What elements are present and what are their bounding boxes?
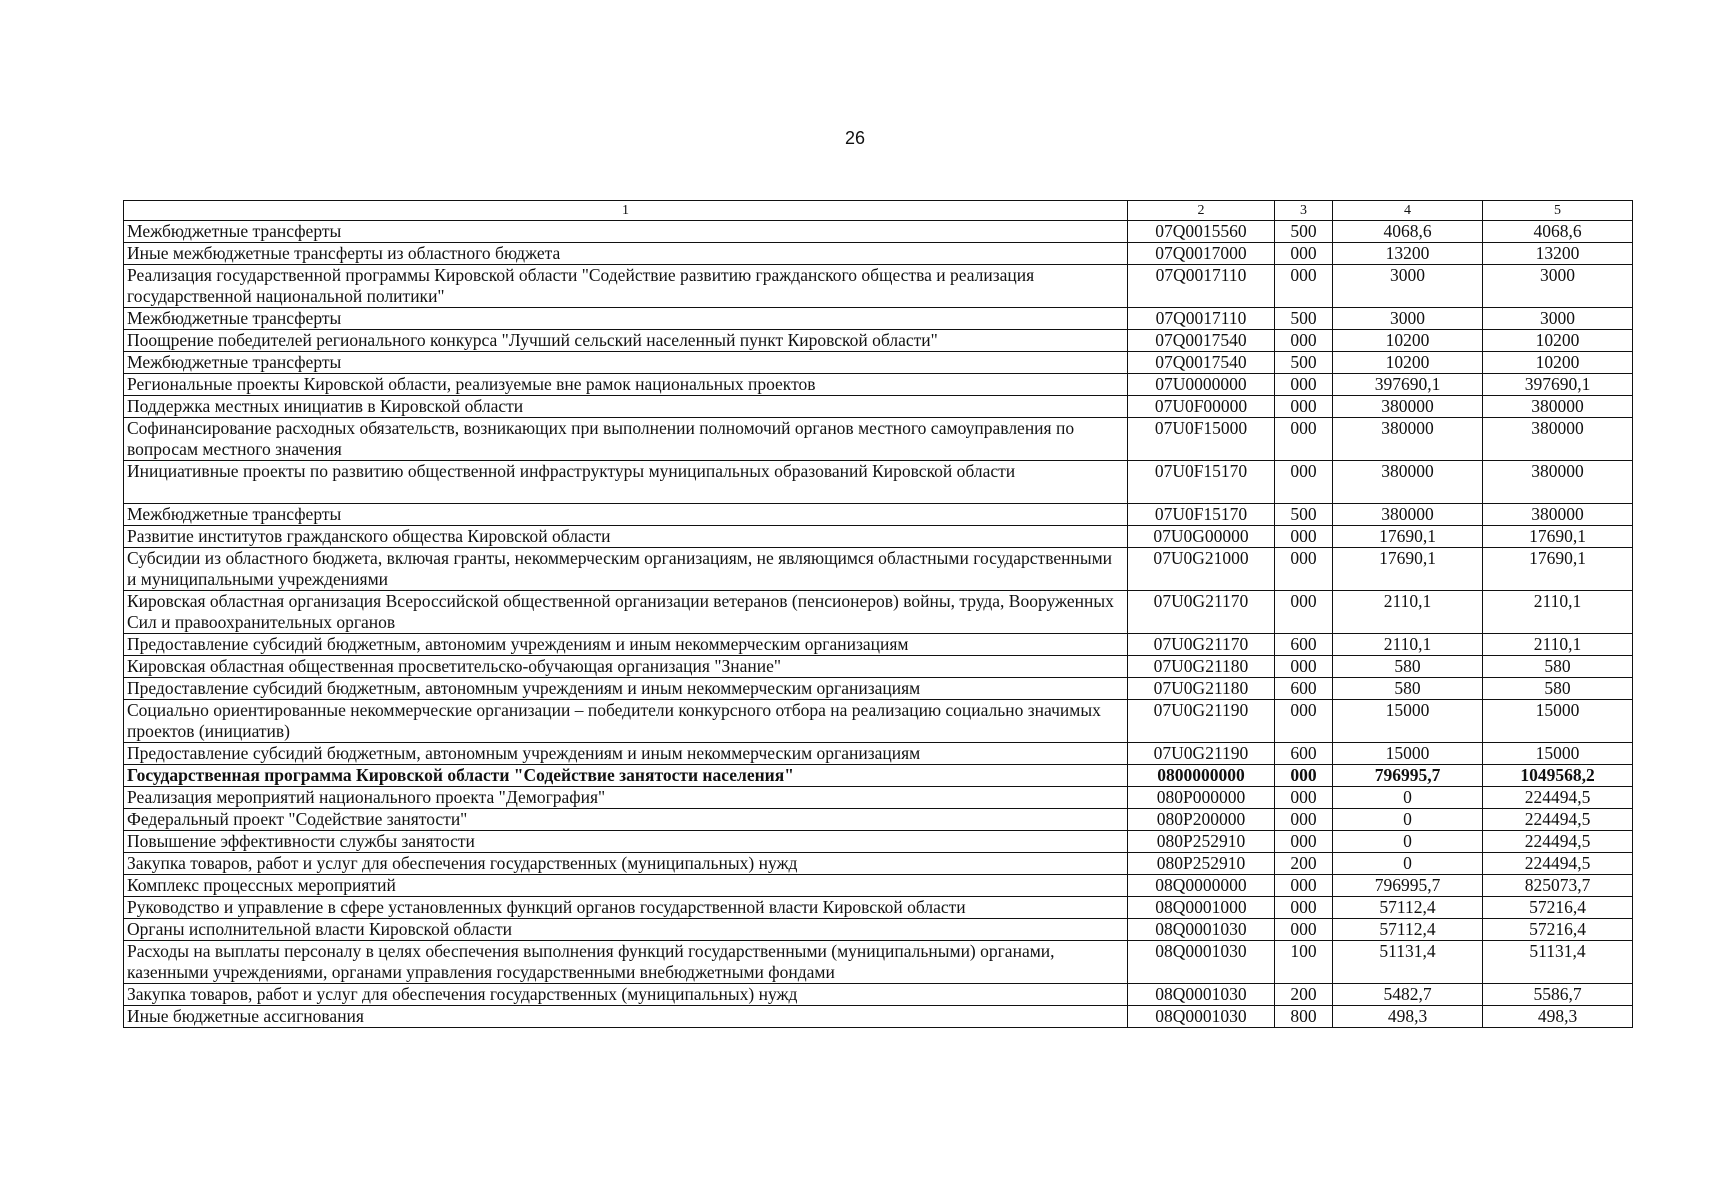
row-name-cell: Предоставление субсидий бюджетным, автономным учреждениям и иным некоммерческим организациям [124, 743, 1128, 765]
row-code-cell: 07Q0017110 [1128, 308, 1275, 330]
row-code-cell: 07Q0015560 [1128, 221, 1275, 243]
row-value-2-cell: 580 [1483, 678, 1633, 700]
row-name-cell: Руководство и управление в сфере установленных функций органов государственной власти Кировской области [124, 897, 1128, 919]
row-code-cell: 080P252910 [1128, 853, 1275, 875]
table-row [124, 374, 1633, 396]
row-value-1-cell: 17690,1 [1333, 548, 1483, 591]
row-type-cell: 200 [1275, 984, 1333, 1006]
row-type-cell: 800 [1275, 1006, 1333, 1028]
row-value-2-cell: 17690,1 [1483, 526, 1633, 548]
row-value-1-cell: 0 [1333, 853, 1483, 875]
row-value-1-cell: 796995,7 [1333, 765, 1483, 787]
row-value-1-cell: 380000 [1333, 461, 1483, 504]
row-code-cell: 08Q0000000 [1128, 875, 1275, 897]
row-name-cell: Реализация мероприятий национального проекта "Демография" [124, 787, 1128, 809]
table-row [124, 461, 1633, 504]
row-value-1-cell: 51131,4 [1333, 941, 1483, 984]
row-name-cell: Предоставление субсидий бюджетным, автономим учреждениям и иным некоммерческим организациям [124, 634, 1128, 656]
row-code-cell: 07U0G21180 [1128, 656, 1275, 678]
row-code-cell: 08Q0001030 [1128, 941, 1275, 984]
table-row [124, 941, 1633, 984]
row-code-cell: 08Q0001030 [1128, 1006, 1275, 1028]
row-type-cell: 000 [1275, 809, 1333, 831]
table-row [124, 743, 1633, 765]
row-value-2-cell: 825073,7 [1483, 875, 1633, 897]
table-row [124, 919, 1633, 941]
row-name-cell: Развитие институтов гражданского общества Кировской области [124, 526, 1128, 548]
table-row [124, 656, 1633, 678]
row-name-cell: Поощрение победителей регионального конкурса "Лучший сельский населенный пункт Кировской области" [124, 330, 1128, 352]
row-type-cell: 000 [1275, 831, 1333, 853]
row-code-cell: 07U0G21170 [1128, 634, 1275, 656]
row-code-cell: 07U0F00000 [1128, 396, 1275, 418]
row-value-1-cell: 57112,4 [1333, 897, 1483, 919]
row-value-2-cell: 380000 [1483, 396, 1633, 418]
row-value-2-cell: 580 [1483, 656, 1633, 678]
table-row [124, 897, 1633, 919]
row-value-2-cell: 3000 [1483, 308, 1633, 330]
table-row [124, 396, 1633, 418]
row-type-cell: 000 [1275, 919, 1333, 941]
row-type-cell: 000 [1275, 265, 1333, 308]
row-name-cell: Государственная программа Кировской области "Содействие занятости населения" [124, 765, 1128, 787]
row-value-1-cell: 796995,7 [1333, 875, 1483, 897]
table-row [124, 809, 1633, 831]
row-type-cell: 500 [1275, 308, 1333, 330]
row-value-1-cell: 397690,1 [1333, 374, 1483, 396]
row-value-1-cell: 13200 [1333, 243, 1483, 265]
table-row [124, 634, 1633, 656]
row-value-2-cell: 57216,4 [1483, 897, 1633, 919]
row-value-2-cell: 224494,5 [1483, 831, 1633, 853]
row-type-cell: 100 [1275, 941, 1333, 984]
column-header: 5 [1483, 201, 1633, 221]
row-value-1-cell: 0 [1333, 787, 1483, 809]
row-value-2-cell: 15000 [1483, 700, 1633, 743]
row-type-cell: 000 [1275, 787, 1333, 809]
table-row [124, 700, 1633, 743]
row-type-cell: 500 [1275, 352, 1333, 374]
row-value-2-cell: 380000 [1483, 418, 1633, 461]
row-name-cell: Расходы на выплаты персоналу в целях обеспечения выполнения функций государственными (муниципальными) органами, казенными учреждениями, органами управления государственными внебюджетными фондами [124, 941, 1128, 984]
table-row [124, 330, 1633, 352]
table-row [124, 504, 1633, 526]
row-type-cell: 500 [1275, 504, 1333, 526]
row-type-cell: 000 [1275, 700, 1333, 743]
row-type-cell: 500 [1275, 221, 1333, 243]
row-name-cell: Межбюджетные трансферты [124, 352, 1128, 374]
table-row [124, 591, 1633, 634]
row-value-1-cell: 15000 [1333, 743, 1483, 765]
row-value-1-cell: 2110,1 [1333, 591, 1483, 634]
row-value-1-cell: 380000 [1333, 418, 1483, 461]
row-value-1-cell: 3000 [1333, 308, 1483, 330]
row-value-1-cell: 57112,4 [1333, 919, 1483, 941]
table-row [124, 526, 1633, 548]
row-type-cell: 000 [1275, 656, 1333, 678]
row-name-cell: Межбюджетные трансферты [124, 221, 1128, 243]
row-name-cell: Реализация государственной программы Кировской области "Содействие развитию гражданского общества и реализация государственной национальной политики" [124, 265, 1128, 308]
budget-table [123, 200, 1633, 1028]
column-header: 2 [1128, 201, 1275, 221]
row-code-cell: 07U0000000 [1128, 374, 1275, 396]
row-value-2-cell: 51131,4 [1483, 941, 1633, 984]
row-code-cell: 07U0G21180 [1128, 678, 1275, 700]
row-value-1-cell: 380000 [1333, 504, 1483, 526]
row-code-cell: 07Q0017540 [1128, 330, 1275, 352]
row-name-cell: Предоставление субсидий бюджетным, автономным учреждениям и иным некоммерческим организациям [124, 678, 1128, 700]
row-name-cell: Закупка товаров, работ и услуг для обеспечения государственных (муниципальных) нужд [124, 984, 1128, 1006]
row-value-2-cell: 10200 [1483, 330, 1633, 352]
row-value-2-cell: 380000 [1483, 461, 1633, 504]
row-type-cell: 600 [1275, 678, 1333, 700]
row-name-cell: Федеральный проект "Содействие занятости" [124, 809, 1128, 831]
table-row [124, 831, 1633, 853]
row-value-2-cell: 1049568,2 [1483, 765, 1633, 787]
row-name-cell: Иные бюджетные ассигнования [124, 1006, 1128, 1028]
row-value-2-cell: 13200 [1483, 243, 1633, 265]
row-code-cell: 08Q0001000 [1128, 897, 1275, 919]
row-code-cell: 07U0F15170 [1128, 504, 1275, 526]
row-name-cell: Инициативные проекты по развитию общественной инфраструктуры муниципальных образований Кировской области [124, 461, 1128, 504]
row-type-cell: 000 [1275, 897, 1333, 919]
column-header: 1 [124, 201, 1128, 221]
row-name-cell: Закупка товаров, работ и услуг для обеспечения государственных (муниципальных) нужд [124, 853, 1128, 875]
row-code-cell: 07U0G00000 [1128, 526, 1275, 548]
row-value-2-cell: 380000 [1483, 504, 1633, 526]
table-row [124, 787, 1633, 809]
row-name-cell: Кировская областная организация Всероссийской общественной организации ветеранов (пенсионеров) войны, труда, Вооруженных Сил и правоохранительных органов [124, 591, 1128, 634]
table-row [124, 853, 1633, 875]
row-value-2-cell: 4068,6 [1483, 221, 1633, 243]
row-code-cell: 07U0F15170 [1128, 461, 1275, 504]
row-value-2-cell: 2110,1 [1483, 591, 1633, 634]
row-code-cell: 07Q0017110 [1128, 265, 1275, 308]
row-value-2-cell: 498,3 [1483, 1006, 1633, 1028]
row-code-cell: 07U0G21190 [1128, 743, 1275, 765]
table-row [124, 678, 1633, 700]
row-value-1-cell: 10200 [1333, 352, 1483, 374]
row-code-cell: 08Q0001030 [1128, 919, 1275, 941]
row-type-cell: 000 [1275, 374, 1333, 396]
row-value-1-cell: 3000 [1333, 265, 1483, 308]
row-code-cell: 08Q0001030 [1128, 984, 1275, 1006]
row-value-2-cell: 224494,5 [1483, 787, 1633, 809]
row-code-cell: 07U0G21000 [1128, 548, 1275, 591]
table-row [124, 984, 1633, 1006]
row-code-cell: 0800000000 [1128, 765, 1275, 787]
row-value-2-cell: 397690,1 [1483, 374, 1633, 396]
row-type-cell: 000 [1275, 765, 1333, 787]
row-name-cell: Кировская областная общественная просветительско-обучающая организация "Знание" [124, 656, 1128, 678]
row-type-cell: 000 [1275, 418, 1333, 461]
row-type-cell: 000 [1275, 548, 1333, 591]
row-value-1-cell: 580 [1333, 678, 1483, 700]
row-name-cell: Межбюджетные трансферты [124, 308, 1128, 330]
row-type-cell: 600 [1275, 634, 1333, 656]
row-name-cell: Поддержка местных инициатив в Кировской области [124, 396, 1128, 418]
row-value-2-cell: 2110,1 [1483, 634, 1633, 656]
row-type-cell: 000 [1275, 875, 1333, 897]
row-name-cell: Комплекс процессных мероприятий [124, 875, 1128, 897]
row-name-cell: Межбюджетные трансферты [124, 504, 1128, 526]
row-code-cell: 07U0F15000 [1128, 418, 1275, 461]
row-code-cell: 07U0G21190 [1128, 700, 1275, 743]
row-value-1-cell: 498,3 [1333, 1006, 1483, 1028]
row-value-1-cell: 0 [1333, 809, 1483, 831]
row-value-1-cell: 4068,6 [1333, 221, 1483, 243]
page-number: 26 [844, 128, 866, 148]
table-row [124, 352, 1633, 374]
row-value-2-cell: 3000 [1483, 265, 1633, 308]
table-row [124, 265, 1633, 308]
row-value-2-cell: 15000 [1483, 743, 1633, 765]
row-value-1-cell: 2110,1 [1333, 634, 1483, 656]
table-row [124, 765, 1633, 787]
row-type-cell: 000 [1275, 526, 1333, 548]
row-code-cell: 080P200000 [1128, 809, 1275, 831]
table-row [124, 221, 1633, 243]
row-type-cell: 000 [1275, 461, 1333, 504]
row-name-cell: Социально ориентированные некоммерческие организации – победители конкурсного отбора на реализацию социально значимых проектов (инициатив) [124, 700, 1128, 743]
row-code-cell: 080P252910 [1128, 831, 1275, 853]
row-value-2-cell: 10200 [1483, 352, 1633, 374]
row-code-cell: 080P000000 [1128, 787, 1275, 809]
row-type-cell: 000 [1275, 330, 1333, 352]
row-value-2-cell: 5586,7 [1483, 984, 1633, 1006]
table-row [124, 308, 1633, 330]
row-value-2-cell: 57216,4 [1483, 919, 1633, 941]
row-name-cell: Повышение эффективности службы занятости [124, 831, 1128, 853]
row-value-1-cell: 380000 [1333, 396, 1483, 418]
row-name-cell: Софинансирование расходных обязательств, возникающих при выполнении полномочий органов местного самоуправления по вопросам местного значения [124, 418, 1128, 461]
row-type-cell: 000 [1275, 591, 1333, 634]
row-type-cell: 000 [1275, 396, 1333, 418]
column-header: 3 [1275, 201, 1333, 221]
table-row [124, 418, 1633, 461]
row-code-cell: 07Q0017540 [1128, 352, 1275, 374]
table-row [124, 243, 1633, 265]
table-row [124, 548, 1633, 591]
row-name-cell: Субсидии из областного бюджета, включая гранты, некоммерческим организациям, не являющимся областными государственными и муниципальными учреждениями [124, 548, 1128, 591]
row-name-cell: Региональные проекты Кировской области, реализуемые вне рамок национальных проектов [124, 374, 1128, 396]
row-code-cell: 07U0G21170 [1128, 591, 1275, 634]
table-row [124, 1006, 1633, 1028]
row-name-cell: Иные межбюджетные трансферты из областного бюджета [124, 243, 1128, 265]
row-value-1-cell: 5482,7 [1333, 984, 1483, 1006]
row-value-1-cell: 580 [1333, 656, 1483, 678]
table-header-row [124, 201, 1633, 221]
row-value-1-cell: 15000 [1333, 700, 1483, 743]
row-type-cell: 600 [1275, 743, 1333, 765]
row-type-cell: 000 [1275, 243, 1333, 265]
row-value-1-cell: 0 [1333, 831, 1483, 853]
column-header: 4 [1333, 201, 1483, 221]
row-code-cell: 07Q0017000 [1128, 243, 1275, 265]
row-name-cell: Органы исполнительной власти Кировской области [124, 919, 1128, 941]
row-value-2-cell: 224494,5 [1483, 809, 1633, 831]
row-value-2-cell: 224494,5 [1483, 853, 1633, 875]
row-type-cell: 200 [1275, 853, 1333, 875]
row-value-2-cell: 17690,1 [1483, 548, 1633, 591]
row-value-1-cell: 17690,1 [1333, 526, 1483, 548]
row-value-1-cell: 10200 [1333, 330, 1483, 352]
table-row [124, 875, 1633, 897]
